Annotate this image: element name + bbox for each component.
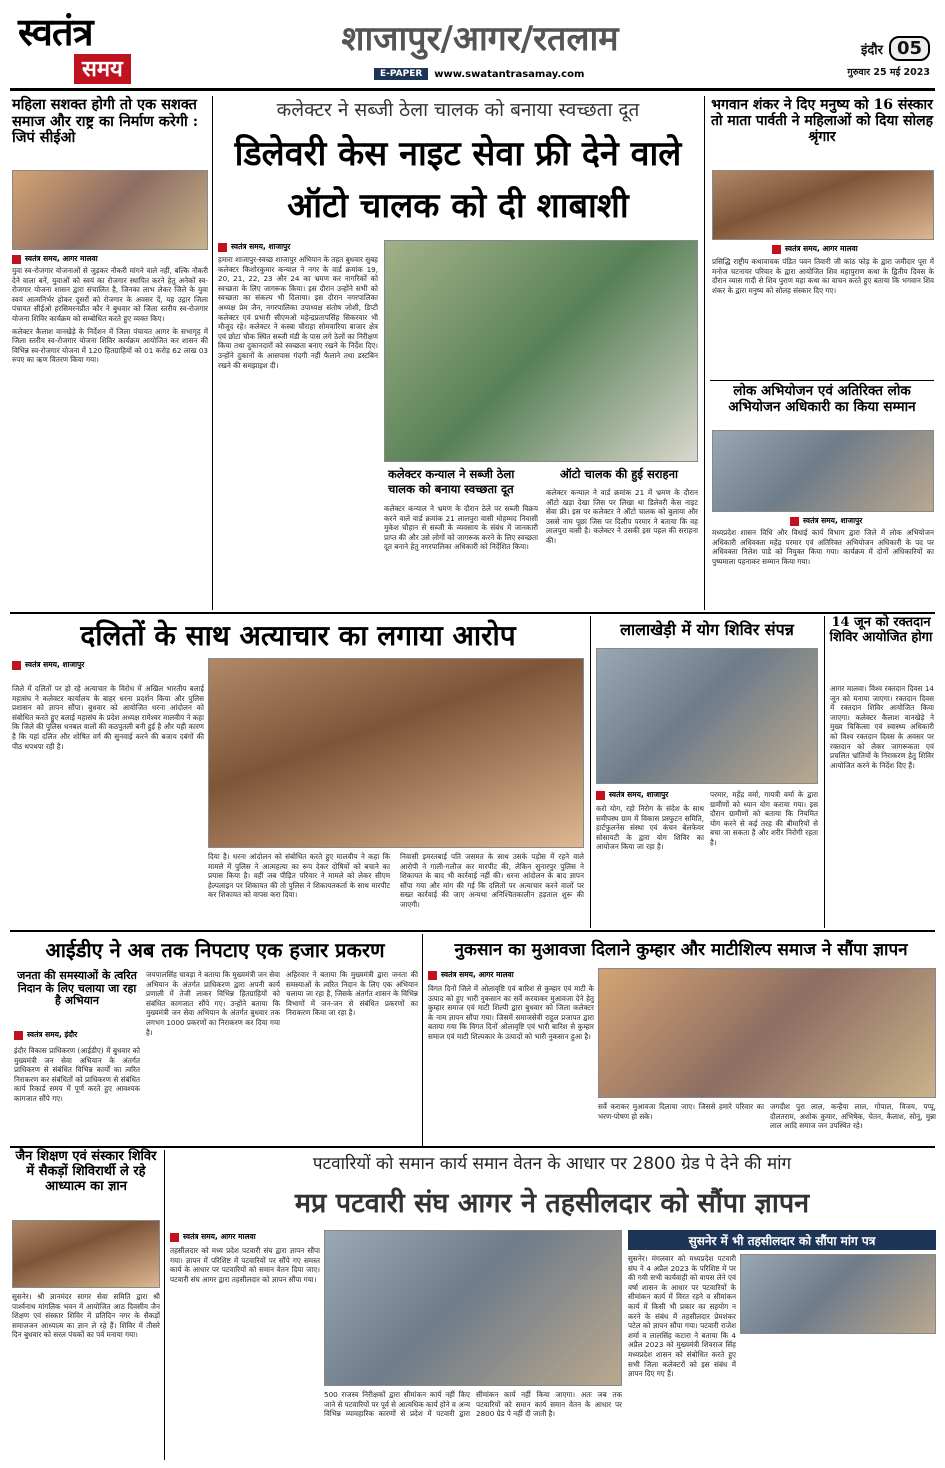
edition-title: शाजापुर/आगर/रतलाम bbox=[341, 19, 619, 59]
left-top-photo bbox=[12, 170, 208, 250]
byline-text: स्वतंत्र समय, आगर मालवा bbox=[183, 1232, 256, 1241]
lead-body-bottom-left: कलेक्टर कन्याल ने भ्रमण के दौरान ठेले पर सब्जी विक्रय करने वाले वार्ड क्रमांक 21 लालपुरा वासी मोहम्मद निवासी मुकेश चौहान से सब्जी के व्यवसाय के संबंध में जानकारी प्राप्त की और उसे लोगों को जागरूक करने के लिए स्वच्छता दूत बनाने हेतु नगरपालिका अधिकारी को निर्देशित किया। bbox=[384, 504, 538, 552]
lok-photo bbox=[712, 430, 934, 512]
dalit-byline bbox=[12, 660, 202, 670]
yoga-body-right: परमार, महेंद्र वर्मा, गायत्री वर्मा के द्वारा ग्रामीणों को ध्यान योग कराया गया। इस दौरान ग्रामीणों को बताया कि नियमित योग करने से कई तरह की बीमारियों से बचा जा सकता है और शरीर निरोगी रहता है। bbox=[710, 790, 818, 847]
lok-byline bbox=[790, 516, 930, 526]
masthead-rule bbox=[10, 88, 935, 91]
byline-marker-icon bbox=[428, 971, 437, 980]
lok-headline: लोक अभियोजन एवं अतिरिक्त लोक अभियोजन अधिकारी का किया सम्मान bbox=[728, 383, 916, 415]
column-rule bbox=[422, 934, 423, 1146]
column-rule bbox=[824, 616, 825, 928]
lead-photo-caption-left: कलेक्टर कन्याल ने सब्जी ठेला चालक को बनाया स्वच्छता दूत bbox=[384, 466, 544, 500]
left-top-headline: महिला सशक्त होगी तो एक सशक्त समाज और राष्ट्र का निर्माण करेगी : जिपं सीईओ bbox=[12, 96, 199, 147]
patwari-side-bar: सुसनेर में भी तहसीलदार को सौंपा मांग पत्र bbox=[628, 1230, 936, 1250]
city-name: इंदौर bbox=[860, 42, 883, 58]
epaper-label: E-PAPER bbox=[374, 68, 428, 80]
yoga-headline: लालाखेड़ी में योग शिविर संपन्न bbox=[620, 620, 794, 639]
patwari-body: तहसीलदार को मध्य प्रदेश पटवारी संघ द्वारा ज्ञापन सौंपा गया। ज्ञापन में परिशिष्ट में पटवारियों पर सौंपे गए समस्त कार्य के आधार पर पटवारियों को समान वेतन दिया जाए। पटवारी संघ आगर द्वारा तहसीलदार को ज्ञापन सौंपा गया। bbox=[170, 1246, 320, 1284]
column-rule bbox=[212, 96, 213, 610]
byline-text: स्वतंत्र समय, शाजापुर bbox=[803, 516, 863, 525]
patwari-photo bbox=[324, 1230, 622, 1386]
masthead-meta bbox=[810, 36, 930, 84]
right-top-body: प्रसिद्धि राष्ट्रीय कथावाचक पंडित पवन तिवारी जी कांठ फोड़ के द्वारा जमीदार पूरा में मनोज चटनायर परिवार के द्वारा आयोजित शिव महापुराण कथा के द्वितीय दिवस के दौरान व्यास गादी से शिव पुराण महा कथा का वाचन करते हुए बताया कि भगवान शिव शंकर के द्वारा मनुष्य को सोलह संस्कार दिए गए। bbox=[712, 257, 934, 295]
byline-marker-icon bbox=[218, 243, 227, 252]
patwari-headline: मप्र पटवारी संघ आगर ने तहसीलदार को सौंपा ज्ञापन bbox=[294, 1188, 810, 1219]
dalit-body: जिले में दलितों पर हो रहे अत्याचार के विरोध में अखिल भारतीय बलाई महासंघ ने कलेक्टर कार्यालय के बाहर धरना प्रदर्शन किया और पुलिस प्रशासन को ज्ञापन सौंपा। बुधवार को आयोजित धरना आंदोलन को संबोधित करते हुए बलाई महासंघ के प्रदेश अध्यक्ष रामेश्वर मालवीय ने कहा कि जिले की पुलिस धनबल वालों की कठपुतली बनी हुई है और यही कारण है कि यहां दलित और शोषित वर्ग की सुनवाई करने की बजाय दबंगों की पीठ थपथपा रही है। bbox=[12, 684, 204, 751]
left-top-body bbox=[12, 266, 208, 566]
byline-marker-icon bbox=[14, 1031, 23, 1040]
section-rule bbox=[10, 612, 935, 614]
lok-body: मध्यप्रदेश शासन विधि और विधाई कार्य विभाग द्वारा जिले में लोक अभियोजन अधिकारी अधिवक्ता महेंद्र परमार एवं अतिरिक्त अभियोजन अधिकारी के पद पर अधिवक्ता निलेश पाडे को नियुक्त किया गया। कार्यक्रम में दोनों अधिकारियों का पुष्पमाला पहनाकर सम्मान किया गया। bbox=[712, 528, 934, 566]
website-link[interactable]: www.swatantrasamay.com bbox=[434, 68, 585, 80]
byline-marker-icon bbox=[12, 661, 21, 670]
dalit-photo bbox=[208, 658, 584, 848]
article-paragraph: युवा स्व-रोजगार योजनाओं से जुड़कर नौकरी मांगने वाले नहीं, बल्कि नौकरी देने वाला बनें, युवाओं को स्वयं का रोजगार स्थापित करने हेतु अनेकों स्व-रोजगार योजना शासन द्वारा संचालित है, जिनका लाभ लेकर जिले के युवा स्वयं आत्मनिर्भर होकर दूसरों को रोजगार के अवसर दें, यह उद्गार जिला पंचायत सीईओ हरसिमरनप्रीत कौर ने बुधवार को जिला स्तरीय स्व-रोजगार योजना शिविर कार्यक्रम को सम्बोधित करते हुए व्यक्त किए। bbox=[12, 266, 208, 323]
left-top-byline bbox=[12, 254, 208, 264]
byline-marker-icon bbox=[790, 517, 799, 526]
patwari-side-photo bbox=[740, 1254, 936, 1334]
byline-text: स्वतंत्र समय, आगर मालवा bbox=[785, 244, 858, 253]
patwari-kicker: पटवारियों को समान कार्य समान वेतन के आधार पर 2800 ग्रेड पे देने की मांग bbox=[312, 1154, 792, 1174]
kumhar-caption: सर्वे कराकर मुआवजा दिलाया जाए। जिससे हमारे परिवार का भरण-पोषण हो सके। bbox=[598, 1102, 764, 1121]
logo-top-text: स्वतंत्र bbox=[18, 9, 93, 54]
byline-text: स्वतंत्र समय, आगर मालवा bbox=[25, 254, 98, 263]
patwari-side-body: सुसनेर। मंगलवार को मध्यप्रदेश पटवारी संघ ने 4 अप्रैल 2023 के परिशिष्ट में पर की गयी सभी कार्यवाही को वापस लेने एवं वर्षा शासन के आधार पर पटवारियों के सीमांकन कार्य में विरत रहने व सीमांकन कार्य में किसी भी प्रकार का सहयोग न करने के संबंध में तहसीलदार प्रेमशंकर पटेल को ज्ञापन सौंपा गया। पटवारी राजेश शर्मा व लालसिंह कटारा ने बताया कि 4 अप्रैल 2023 को मुख्यमंत्री शिवराज सिंह मध्यप्रदेश शासन को संबोधित करते हुए सभी जिला कलेक्टरों को इस संबंध में ज्ञापन दिए गए हैं। bbox=[628, 1254, 736, 1379]
column-rule bbox=[164, 1150, 165, 1460]
lead-body bbox=[218, 255, 378, 607]
epaper-bar bbox=[374, 66, 674, 82]
dalit-body-mid: दिया है। धरना आंदोलन को संबोधित करते हुए मालवीय ने कहा कि मामले में पुलिस ने आत्महत्या का रूप देकर दोषियों को बचाने का प्रयास किया है। वहीं जब पीड़ित परिवार ने मामले को लेकर सीएम हेल्पलाइन पर शिकायत की तो पुलिस ने शिकायतकर्ता के साथ मारपीट कर शिकायत को वापस करा दिया। bbox=[208, 852, 390, 900]
kumhar-photo bbox=[598, 968, 936, 1098]
byline-marker-icon bbox=[772, 245, 781, 254]
dalit-body-right: निवासी इमरतबाई पति जसमत के साथ उसके पड़ोस में रहने वाले आरोपी ने गाली-गलौज कर मारपीट की, लेकिन सुनारपुर पुलिस ने शिकायत के बाद भी कार्रवाई नहीं की। धरना आंदोलन के बाद ज्ञापन सौंपा गया और मांग की गई कि दलितों पर अत्याचार करने वालों पर सख्त कार्रवाई की जाए अन्यथा अनिश्चितकालीन हड़ताल शुरू की जाएगी। bbox=[400, 852, 584, 909]
byline-text: स्वतंत्र समय, शाजापुर bbox=[609, 790, 669, 799]
dalit-headline: दलितों के साथ अत्याचार का लगाया आरोप bbox=[80, 619, 516, 652]
yoga-photo bbox=[596, 648, 818, 784]
ida-body: इंदौर विकास प्राधिकरण (आईडीए) में बुधवार को मुख्यमंत्री जन सेवा अभियान के अंतर्गत प्राधिकरण से संबंधित विभिन्न कार्यों का त्वरित निराकरण कर संबंधितों को प्राधिकरण से संबंधित कार्य रिकार्ड समय में पूर्ण करते हुए आवश्यक कागजात सौंपे गए। bbox=[14, 1046, 140, 1103]
lead-headline: डिलेवरी केस नाइट सेवा फ्री देने वाले ऑटो चालक को दी शाबाशी bbox=[234, 134, 682, 226]
section-rule bbox=[710, 380, 934, 381]
logo-bottom-text: समय bbox=[74, 54, 131, 84]
ida-body-mid: जयपालसिंह चावड़ा ने बताया कि मुख्यमंत्री जन सेवा अभियान के अंतर्गत प्राधिकरण द्वारा अपनी कार्य प्रणाली में तेजी लाकर विभिन्न हितग्राहियों को संबंधित कागजात सौंपे गए। उन्होंने बताया कि मुख्यमंत्री जन सेवा अभियान के अंतर्गत बुधवार तक लगभग 1000 प्रकरणों का निराकरण कर दिया गया है। bbox=[146, 970, 280, 1037]
right-top-headline: भगवान शंकर ने दिए मनुष्य को 16 संस्कार तो माता पार्वती ने महिलाओं को दिया सोलह श्रृंगार bbox=[710, 97, 934, 146]
jain-headline: जैन शिक्षण एवं संस्कार शिविर में सैकड़ों शिविरार्थी ले रहे आध्यात्म का ज्ञान bbox=[15, 1149, 157, 1194]
column-rule bbox=[704, 96, 705, 610]
byline-marker-icon bbox=[12, 255, 21, 264]
article-paragraph: हमारा शाजापुर-स्वच्छ शाजापुर अभियान के तहत बुधवार सुबह कलेक्टर किशोरकुमार कन्याल ने नगर के वार्ड क्रमांक 19, 20, 21, 22, 23 और 24 का भ्रमण कर नागरिकों को स्वच्छता के लिए जागरूक किया। इस दौरान उन्होंने सभी को स्वच्छता का संकल्प भी दिलाया। इस दौरान नगरपालिका अध्यक्ष प्रेम जैन, नगरपालिका उपाध्यक्ष संतोष जोशी, डिप्टी कलेक्टर एवं प्रभारी सीएमओ महेन्द्रप्रतापसिंह सिकरवार भी मौजूद रहे। कलेक्टर ने कस्बा चौराहा सोमवारिया बाजार क्षेत्र एवं छोटा चौक स्थित सब्जी मंडी के पास लगे ठेलों का निरीक्षण किया तथा दुकानदारों को स्वच्छता बनाए रखने के निर्देश दिए। उन्होंने दुकानों के आसपास गंदगी नहीं फैलाने तथा डस्टबिन रखने की समझाइश दी। bbox=[218, 255, 378, 370]
byline-text: स्वतंत्र समय, इंदौर bbox=[27, 1030, 78, 1039]
byline-text: स्वतंत्र समय, शाजापुर bbox=[25, 660, 85, 669]
lead-photo bbox=[384, 240, 698, 462]
kumhar-caption-right: जगदीश पुरा लाल, कन्हैया लाल, गोपाल, विजय, पप्पू, दौलतराम, अशोक कुमार, अभिषेक, चेतन, कैलाश, सोनू, मुन्ना लाल आदि समाज जन उपस्थित रहे। bbox=[770, 1102, 936, 1131]
byline-marker-icon bbox=[170, 1233, 179, 1242]
byline-marker-icon bbox=[596, 791, 605, 800]
blood-body: आगर मालवा। विश्व रक्तदान दिवस 14 जून को मनाया जाएगा। रक्तदान दिवस में रक्तदान शिविर आयोजित किया जाएगा। कलेक्टर कैलाश वानखेड़े ने मुख्य चिकित्सा एवं स्वास्थ्य अधिकारी को विश्व रक्तदान दिवस के अवसर पर रक्तदान को लेकर जागरूकता एवं प्रचलित भ्रांतियों के निराकरण हेतु शिविर आयोजित करने के निर्देश दिए हैं। bbox=[830, 684, 934, 770]
jain-body: सुसनेर। श्री ज्ञानमंदर सागर सेवा समिति द्वारा श्री पार्श्वनाथ मांगलिक भवन में आयोजित आठ दिवसीय जैन शिक्षण एवं संस्कार शिविर में प्रतिदिन नगर के सैकड़ों समाजजन आध्यात्म का ज्ञान ले रहे हैं। शिविर में तीसरे दिन बुधवार को सरल पंचकों का पर्व मनाया गया। bbox=[12, 1292, 160, 1340]
lead-photo-caption-right: ऑटो चालक की हुई सराहना bbox=[556, 466, 698, 484]
byline-text: स्वतंत्र समय, शाजापुर bbox=[231, 242, 291, 251]
page-number: 05 bbox=[889, 36, 930, 61]
masthead-logo bbox=[18, 9, 160, 90]
byline-text: स्वतंत्र समय, आगर मालवा bbox=[441, 970, 514, 979]
patwari-body-right: 500 राजस्व निरीक्षकों द्वारा सीमांकन कार्य नहीं किए जाने से पटवारियों पर पूर्व से आत्यधिक कार्य होने व अन्य विभिन्न व्यावहारिक कारणों से प्रदेश में पटवारी द्वारा सीमांकन कार्य नहीं किया जाएगा। अतः जब तक पटवारियों को समान कार्य समान वेतन के आधार पर 2800 ग्रेड पे नहीं दी जाती है। bbox=[324, 1390, 622, 1419]
patwari-byline bbox=[170, 1232, 320, 1242]
ida-headline: आईडीए ने अब तक निपटाए एक हजार प्रकरण bbox=[45, 938, 385, 962]
kumhar-body: विगत दिनों जिले में ओलावृष्टि एवं बारिश से कुम्हार एवं माटी के उत्पाद को हुए भारी नुकसान का सर्वे करवाकर मुआवजा देने हेतु कुम्हार समाज एवं माटी शिल्पी द्वारा बुधवार को जिला कलेक्टर के नाम ज्ञापन सौंपा गया। जिसमें समाजसेवी राहुल प्रजापत द्वारा बताया गया कि विगत दिनों ओलावृष्टि एवं भारी बारिश से कुम्हार समाज एवं माटी शिल्पकार के उत्पादों को भारी नुकसान हुआ है। bbox=[428, 984, 594, 1041]
ida-body-right: अहिरवार ने बताया कि मुख्यमंत्री द्वारा जनता की समस्याओं के त्वरित निदान के लिए एक अभियान चलाया जा रहा है, जिसके अंतर्गत शासन के विभिन्न विभागों में जन-जन से संबंधित प्रकरणों का निराकरण किया जा रहा है। bbox=[286, 970, 418, 1018]
lead-body-bottom-right: कलेक्टर कन्याल ने वार्ड क्रमांक 21 में भ्रमण के दौरान ऑटो खड़ा देखा जिस पर लिखा था डिलेवरी केस नाइट सेवा फ्री। इस पर कलेक्टर ने ऑटो चालक को बुलाया और उससे नाम पूछा जिस पर दिलीप परमार ने बताया कि वह लालपुरा वासी है। कलेक्टर ने उसकी इस पहल की सराहना की। bbox=[546, 488, 698, 545]
ida-byline bbox=[14, 1030, 140, 1040]
jain-photo bbox=[12, 1220, 160, 1288]
yoga-body: करो योग, रहो निरोग के संदेश के साथ समीपस्थ ग्राम में विकास प्रस्फुटन समिति, हार्टफुलनेस संस्था एवं कंचन बेलफेयर सोसायटी के द्वारा योग शिविर का आयोजन किया जा रहा है। bbox=[596, 804, 704, 852]
lead-byline bbox=[218, 242, 378, 252]
ida-subhead: जनता की समस्याओं के त्वरित निदान के लिए चलाया जा रहा है अभियान bbox=[17, 969, 137, 1008]
yoga-byline bbox=[596, 790, 706, 800]
article-paragraph: कलेक्टर कैलाश वानखेड़े के निर्देशन में जिला पंचायत आगर के सभागृह में जिला स्तरीय स्व-रोजगार योजना शिविर कार्यक्रम आयोजित कर शासन की विभिन्न स्व-रोजगार योजना में 120 हितग्राहियों को 01 करोड़ 62 लाख 03 रुपए का ऋण वितरण किया गया। bbox=[12, 326, 208, 365]
kumhar-headline: नुकसान का मुआवजा दिलाने कुम्हार और माटीशिल्प समाज ने सौंपा ज्ञापन bbox=[454, 940, 908, 960]
kumhar-byline bbox=[428, 970, 594, 980]
right-top-photo bbox=[712, 170, 934, 240]
issue-date: गुरुवार 25 मई 2023 bbox=[847, 67, 930, 78]
right-top-byline bbox=[772, 244, 932, 254]
section-rule bbox=[10, 930, 935, 932]
section-rule bbox=[10, 1146, 935, 1148]
blood-headline: 14 जून को रक्तदान शिविर आयोजित होगा bbox=[829, 615, 933, 645]
lead-kicker: कलेक्टर ने सब्जी ठेला चालक को बनाया स्वच्छता दूत bbox=[276, 99, 640, 121]
column-rule bbox=[590, 616, 591, 928]
